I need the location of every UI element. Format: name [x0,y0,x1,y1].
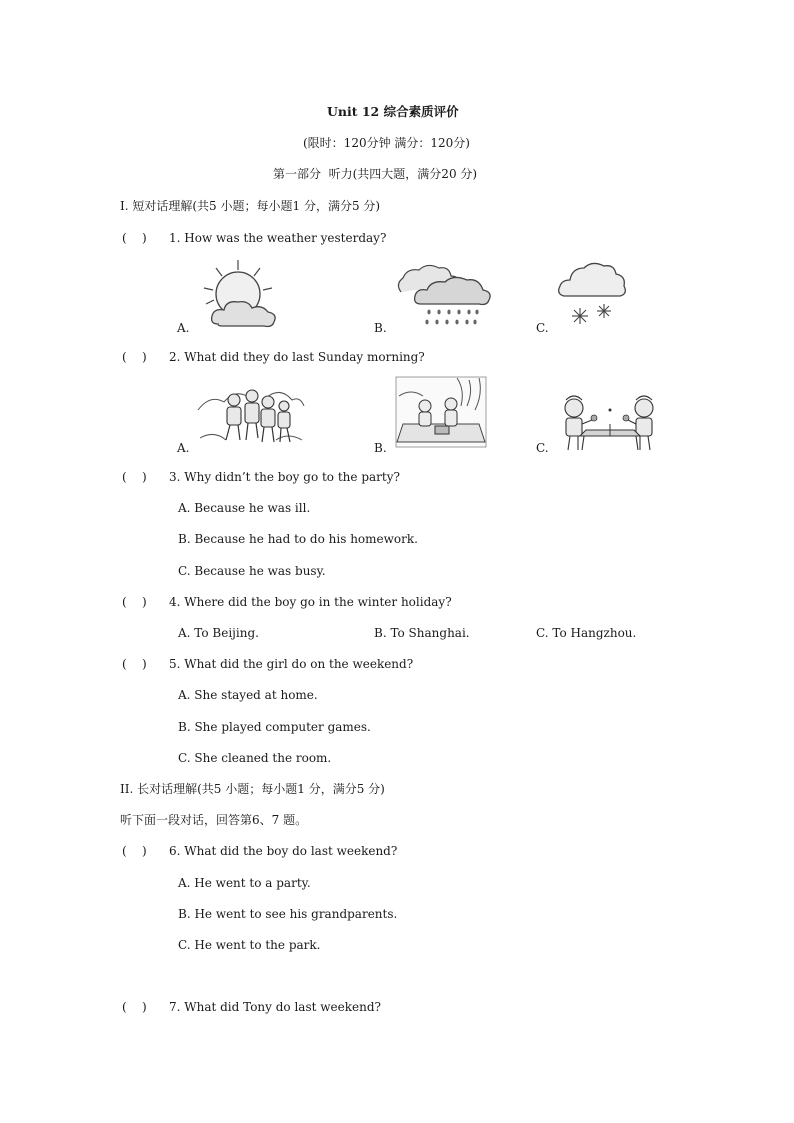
picnic-illustration[interactable] [395,376,487,448]
answer-bracket[interactable]: ( ) [122,470,147,484]
option-label[interactable]: C. [536,441,549,455]
option-a[interactable]: A. She stayed at home. [178,688,318,702]
option-label[interactable]: B. [374,441,387,455]
option-label[interactable]: A. [177,441,190,455]
option-c[interactable]: C. He went to the park. [178,938,321,952]
question-prompt: 7. What did Tony do last weekend? [169,1000,381,1014]
option-b[interactable]: B. Because he had to do his homework. [178,532,418,546]
option-b[interactable]: B. She played computer games. [178,720,371,734]
question-prompt: 5. What did the girl do on the weekend? [169,657,414,671]
option-label[interactable]: A. [177,321,190,335]
question-prompt: 2. What did they do last Sunday morning? [169,350,425,364]
answer-bracket[interactable]: ( ) [122,231,147,245]
option-b[interactable]: B. He went to see his grandparents. [178,907,398,921]
option-c[interactable]: C. To Hangzhou. [536,626,637,640]
page-title: Unit 12 综合素质评价 [327,104,459,119]
option-label[interactable]: C. [536,321,549,335]
section-instruction: 听下面一段对话，回答第6、7 题。 [120,813,308,827]
part-heading: 第一部分 听力(共四大题，满分20 分) [273,167,478,181]
option-b[interactable]: B. To Shanghai. [374,626,470,640]
answer-bracket[interactable]: ( ) [122,1000,147,1014]
section-heading: I. 短对话理解(共5 小题；每小题1 分，满分5 分) [120,199,381,213]
sun-behind-cloud-icon[interactable] [196,258,280,332]
option-a[interactable]: A. He went to a party. [178,876,311,890]
answer-bracket[interactable]: ( ) [122,844,147,858]
question-prompt: 6. What did the boy do last weekend? [169,844,398,858]
snow-cloud-icon[interactable] [556,258,630,328]
exam-limits: (限时：120分钟 满分：120分) [303,136,470,150]
option-a[interactable]: A. To Beijing. [178,626,259,640]
hiking-children-illustration[interactable] [196,380,306,450]
question-prompt: 1. How was the weather yesterday? [169,231,387,245]
section-heading: II. 长对话理解(共5 小题；每小题1 分，满分5 分) [120,782,385,796]
ping-pong-illustration[interactable] [558,394,662,452]
option-c[interactable]: C. Because he was busy. [178,564,326,578]
answer-bracket[interactable]: ( ) [122,595,147,609]
question-prompt: 4. Where did the boy go in the winter holiday? [169,595,452,609]
option-c[interactable]: C. She cleaned the room. [178,751,332,765]
answer-bracket[interactable]: ( ) [122,657,147,671]
question-prompt: 3. Why didn’t the boy go to the party? [169,470,400,484]
rain-cloud-icon[interactable] [393,262,493,330]
option-label[interactable]: B. [374,321,387,335]
option-a[interactable]: A. Because he was ill. [178,501,311,515]
answer-bracket[interactable]: ( ) [122,350,147,364]
